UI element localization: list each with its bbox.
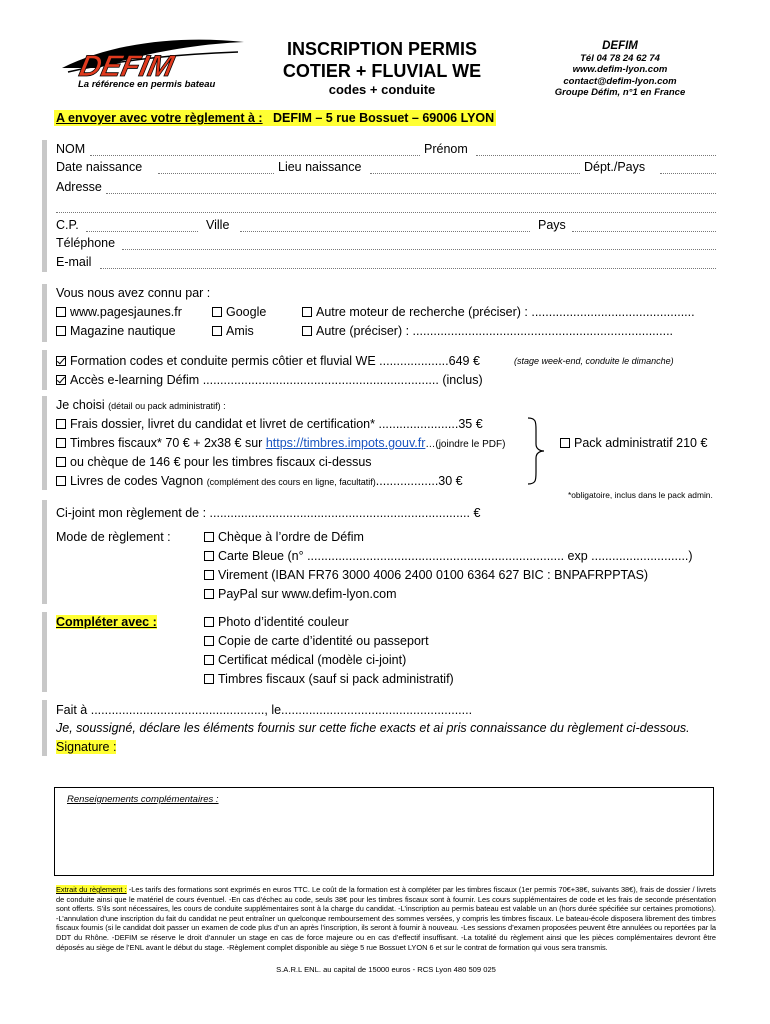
- checkbox[interactable]: [204, 589, 214, 599]
- legal-footer: S.A.R.L ENL. au capital de 15000 euros - RCS Lyon 480 509 025: [276, 965, 496, 974]
- renseignements-box[interactable]: [54, 787, 714, 876]
- pay-cheque[interactable]: Chèque à l’ordre de Défim: [204, 530, 364, 544]
- label-nom: NOM: [56, 142, 86, 156]
- option-amis[interactable]: Amis: [212, 324, 254, 338]
- checkbox[interactable]: [204, 551, 214, 561]
- field-telephone[interactable]: [122, 249, 716, 250]
- contact-name: DEFIM: [602, 40, 638, 52]
- field-cp[interactable]: [86, 231, 198, 232]
- section-bar: [42, 396, 47, 490]
- formation-elearning[interactable]: Accès e-learning Défim .................................................................... (inclus): [56, 373, 483, 387]
- option-autre[interactable]: Autre (préciser) : ...........................................................................: [302, 324, 673, 338]
- contact-email: contact@defim-lyon.com: [563, 75, 677, 87]
- pay-carte-bleue[interactable]: Carte Bleue (n° .......................................................................... exp ............................): [204, 549, 693, 563]
- doc-photo[interactable]: Photo d’identité couleur: [204, 615, 349, 629]
- pay-virement[interactable]: Virement (IBAN FR76 3000 4006 2400 0100 6364 627 BIC : BNPAFRPPTAS): [204, 568, 648, 582]
- section-bar: [42, 612, 47, 692]
- checkbox[interactable]: [204, 636, 214, 646]
- field-adresse[interactable]: [106, 193, 716, 194]
- checkbox[interactable]: [204, 674, 214, 684]
- checkbox[interactable]: [56, 438, 66, 448]
- label-prenom: Prénom: [424, 142, 468, 156]
- formation-codes-conduite[interactable]: Formation codes et conduite permis côtier et fluvial WE ....................649 €: [56, 354, 480, 368]
- timbres-link[interactable]: https://timbres.impots.gouv.fr: [265, 436, 426, 450]
- field-ville[interactable]: [240, 231, 530, 232]
- field-nom[interactable]: [90, 155, 420, 156]
- checkbox[interactable]: [204, 570, 214, 580]
- source-question: Vous nous avez connu par :: [56, 286, 211, 300]
- mode-reglement-label: Mode de règlement :: [56, 530, 171, 544]
- contact-tel: Tél 04 78 24 62 74: [580, 52, 660, 64]
- checkbox[interactable]: [302, 307, 312, 317]
- checked-checkbox[interactable]: [56, 375, 66, 385]
- label-pays: Pays: [538, 218, 566, 232]
- renseignements-label: Renseignements complémentaires :: [67, 794, 219, 805]
- label-email: E-mail: [56, 255, 92, 269]
- checkbox[interactable]: [204, 617, 214, 627]
- doc-copie-identite[interactable]: Copie de carte d’identité ou passeport: [204, 634, 429, 648]
- option-timbres-fiscaux[interactable]: Timbres fiscaux* 70 € + 2x38 € sur https://timbres.impots.gouv.fr…(joindre le PDF): [56, 436, 505, 450]
- option-magazine[interactable]: Magazine nautique: [56, 324, 176, 338]
- logo-tagline: La référence en permis bateau: [78, 79, 216, 90]
- label-ville: Ville: [206, 218, 230, 232]
- fait-a-le[interactable]: Fait à .................................................., le.......................................................: [56, 703, 473, 717]
- section-bar: [42, 350, 47, 390]
- doc-certificat[interactable]: Certificat médical (modèle ci-joint): [204, 653, 406, 667]
- field-pays[interactable]: [572, 231, 716, 232]
- section-bar: [42, 140, 47, 272]
- checkbox[interactable]: [212, 307, 222, 317]
- field-date-naissance[interactable]: [158, 173, 274, 174]
- field-email[interactable]: [100, 268, 716, 269]
- declaration: Je, soussigné, déclare les éléments fournis sur cette fiche exacts et ai pris connaissance du règlement ci-dessous.: [56, 721, 690, 735]
- option-pagesjaunes[interactable]: www.pagesjaunes.fr: [56, 305, 182, 319]
- checkbox[interactable]: [56, 457, 66, 467]
- label-date-naissance: Date naissance: [56, 160, 143, 174]
- label-lieu-naissance: Lieu naissance: [278, 160, 362, 174]
- field-lieu-naissance[interactable]: [370, 173, 580, 174]
- completer-label: Compléter avec :: [56, 615, 157, 629]
- checkbox[interactable]: [204, 532, 214, 542]
- option-pack-administratif[interactable]: Pack administratif 210 €: [560, 436, 707, 450]
- field-prenom[interactable]: [476, 155, 716, 156]
- checkbox[interactable]: [56, 307, 66, 317]
- option-livres-vagnon[interactable]: Livres de codes Vagnon (complément des cours en ligne, facultatif)..................30 €: [56, 474, 463, 488]
- doc-timbres[interactable]: Timbres fiscaux (sauf si pack administratif): [204, 672, 454, 686]
- field-dept-pays[interactable]: [660, 173, 716, 174]
- send-to-banner: A envoyer avec votre règlement à : DEFIM – 5 rue Bossuet – 69006 LYON: [56, 111, 495, 125]
- checkbox[interactable]: [212, 326, 222, 336]
- label-cp: C.P.: [56, 218, 79, 232]
- extrait-reglement: Extrait du règlement : -Les tarifs des formations sont exprimés en euros TTC. Le coût de la formation est à compléter par les timbres fiscaux (1er permis 70€+38€, suivants 38€), frais de dossier / livrets de conduite ainsi que le matériel de cours éventuel. -En cas d’échec au code, seuls 38€ pour les timbres fiscaux sont à fournir. Les cours supplémentaires de code et les frais de seconde présentation sont offerts. S’ils sont nécessaires, les cours de conduite supplémentaires sont à la charge du candidat. -L’inscription au permis bateau est valable un an (hors durée spécifiée sur certaines promotions). -L’annulation d’une inscription du fait du candidat ne peut entraîner un quelconque remboursement des sommes versées, y compris les timbres fiscaux. Le bateau-école disposera librement des timbres fiscaux fournis (si le candidat doit passer un examen de code plus d’un an après l’inscription, ils seront à fournir à nouveau. -Les sessions d’examen proposées peuvent être annulées ou reportées par la DDT du Rhône. -DEFIM se réserve le droit d’annuler un stage en cas de force majeure ou en cas d’effectif insuffisant. -La totalité du règlement ainsi que les pièces complémentaires devront être déposés au siège de l’ENL avant le début du stage. -Règlement complet disponible au siège 5 rue Bossuet LYON 6 et sur le contrat de formation qui vous sera transmis.: [56, 885, 716, 952]
- label-telephone: Téléphone: [56, 236, 116, 250]
- label-dept-pays: Dépt./Pays: [584, 160, 646, 174]
- checkbox[interactable]: [302, 326, 312, 336]
- option-autre-moteur[interactable]: Autre moteur de recherche (préciser) : ...............................................: [302, 305, 695, 319]
- options-heading: Je choisi (détail ou pack administratif) :: [56, 398, 226, 412]
- checkbox[interactable]: [560, 438, 570, 448]
- page-title: INSCRIPTION PERMIS COTIER + FLUVIAL WE: [282, 39, 482, 81]
- brace-icon: [524, 416, 548, 486]
- checkbox[interactable]: [56, 419, 66, 429]
- logo-text: DEFIM: [76, 50, 177, 83]
- option-google[interactable]: Google: [212, 305, 266, 319]
- field-adresse-line2[interactable]: [56, 212, 716, 213]
- option-cheque-timbres[interactable]: ou chèque de 146 € pour les timbres fiscaux ci-dessus: [56, 455, 372, 469]
- obligatoire-note: *obligatoire, inclus dans le pack admin.: [568, 490, 713, 500]
- signature-label: Signature :: [56, 740, 117, 754]
- checked-checkbox[interactable]: [56, 356, 66, 366]
- checkbox[interactable]: [56, 476, 66, 486]
- contact-block: [530, 41, 710, 99]
- label-adresse: Adresse: [56, 180, 102, 194]
- option-frais-dossier[interactable]: Frais dossier, livret du candidat et livret de certification* .......................35 €: [56, 417, 483, 431]
- checkbox[interactable]: [56, 326, 66, 336]
- section-bar: [42, 284, 47, 342]
- cijoint-reglement: Ci-joint mon règlement de : ........................................................................... €: [56, 506, 481, 520]
- formation-note: (stage week-end, conduite le dimanche): [514, 356, 674, 366]
- page-subtitle: codes + conduite: [328, 82, 436, 97]
- contact-group: Groupe Défim, n°1 en France: [554, 87, 686, 98]
- contact-web: www.defim-lyon.com: [572, 64, 668, 75]
- checkbox[interactable]: [204, 655, 214, 665]
- section-bar: [42, 500, 47, 604]
- pay-paypal[interactable]: PayPal sur www.defim-lyon.com: [204, 587, 397, 601]
- section-bar: [42, 700, 47, 756]
